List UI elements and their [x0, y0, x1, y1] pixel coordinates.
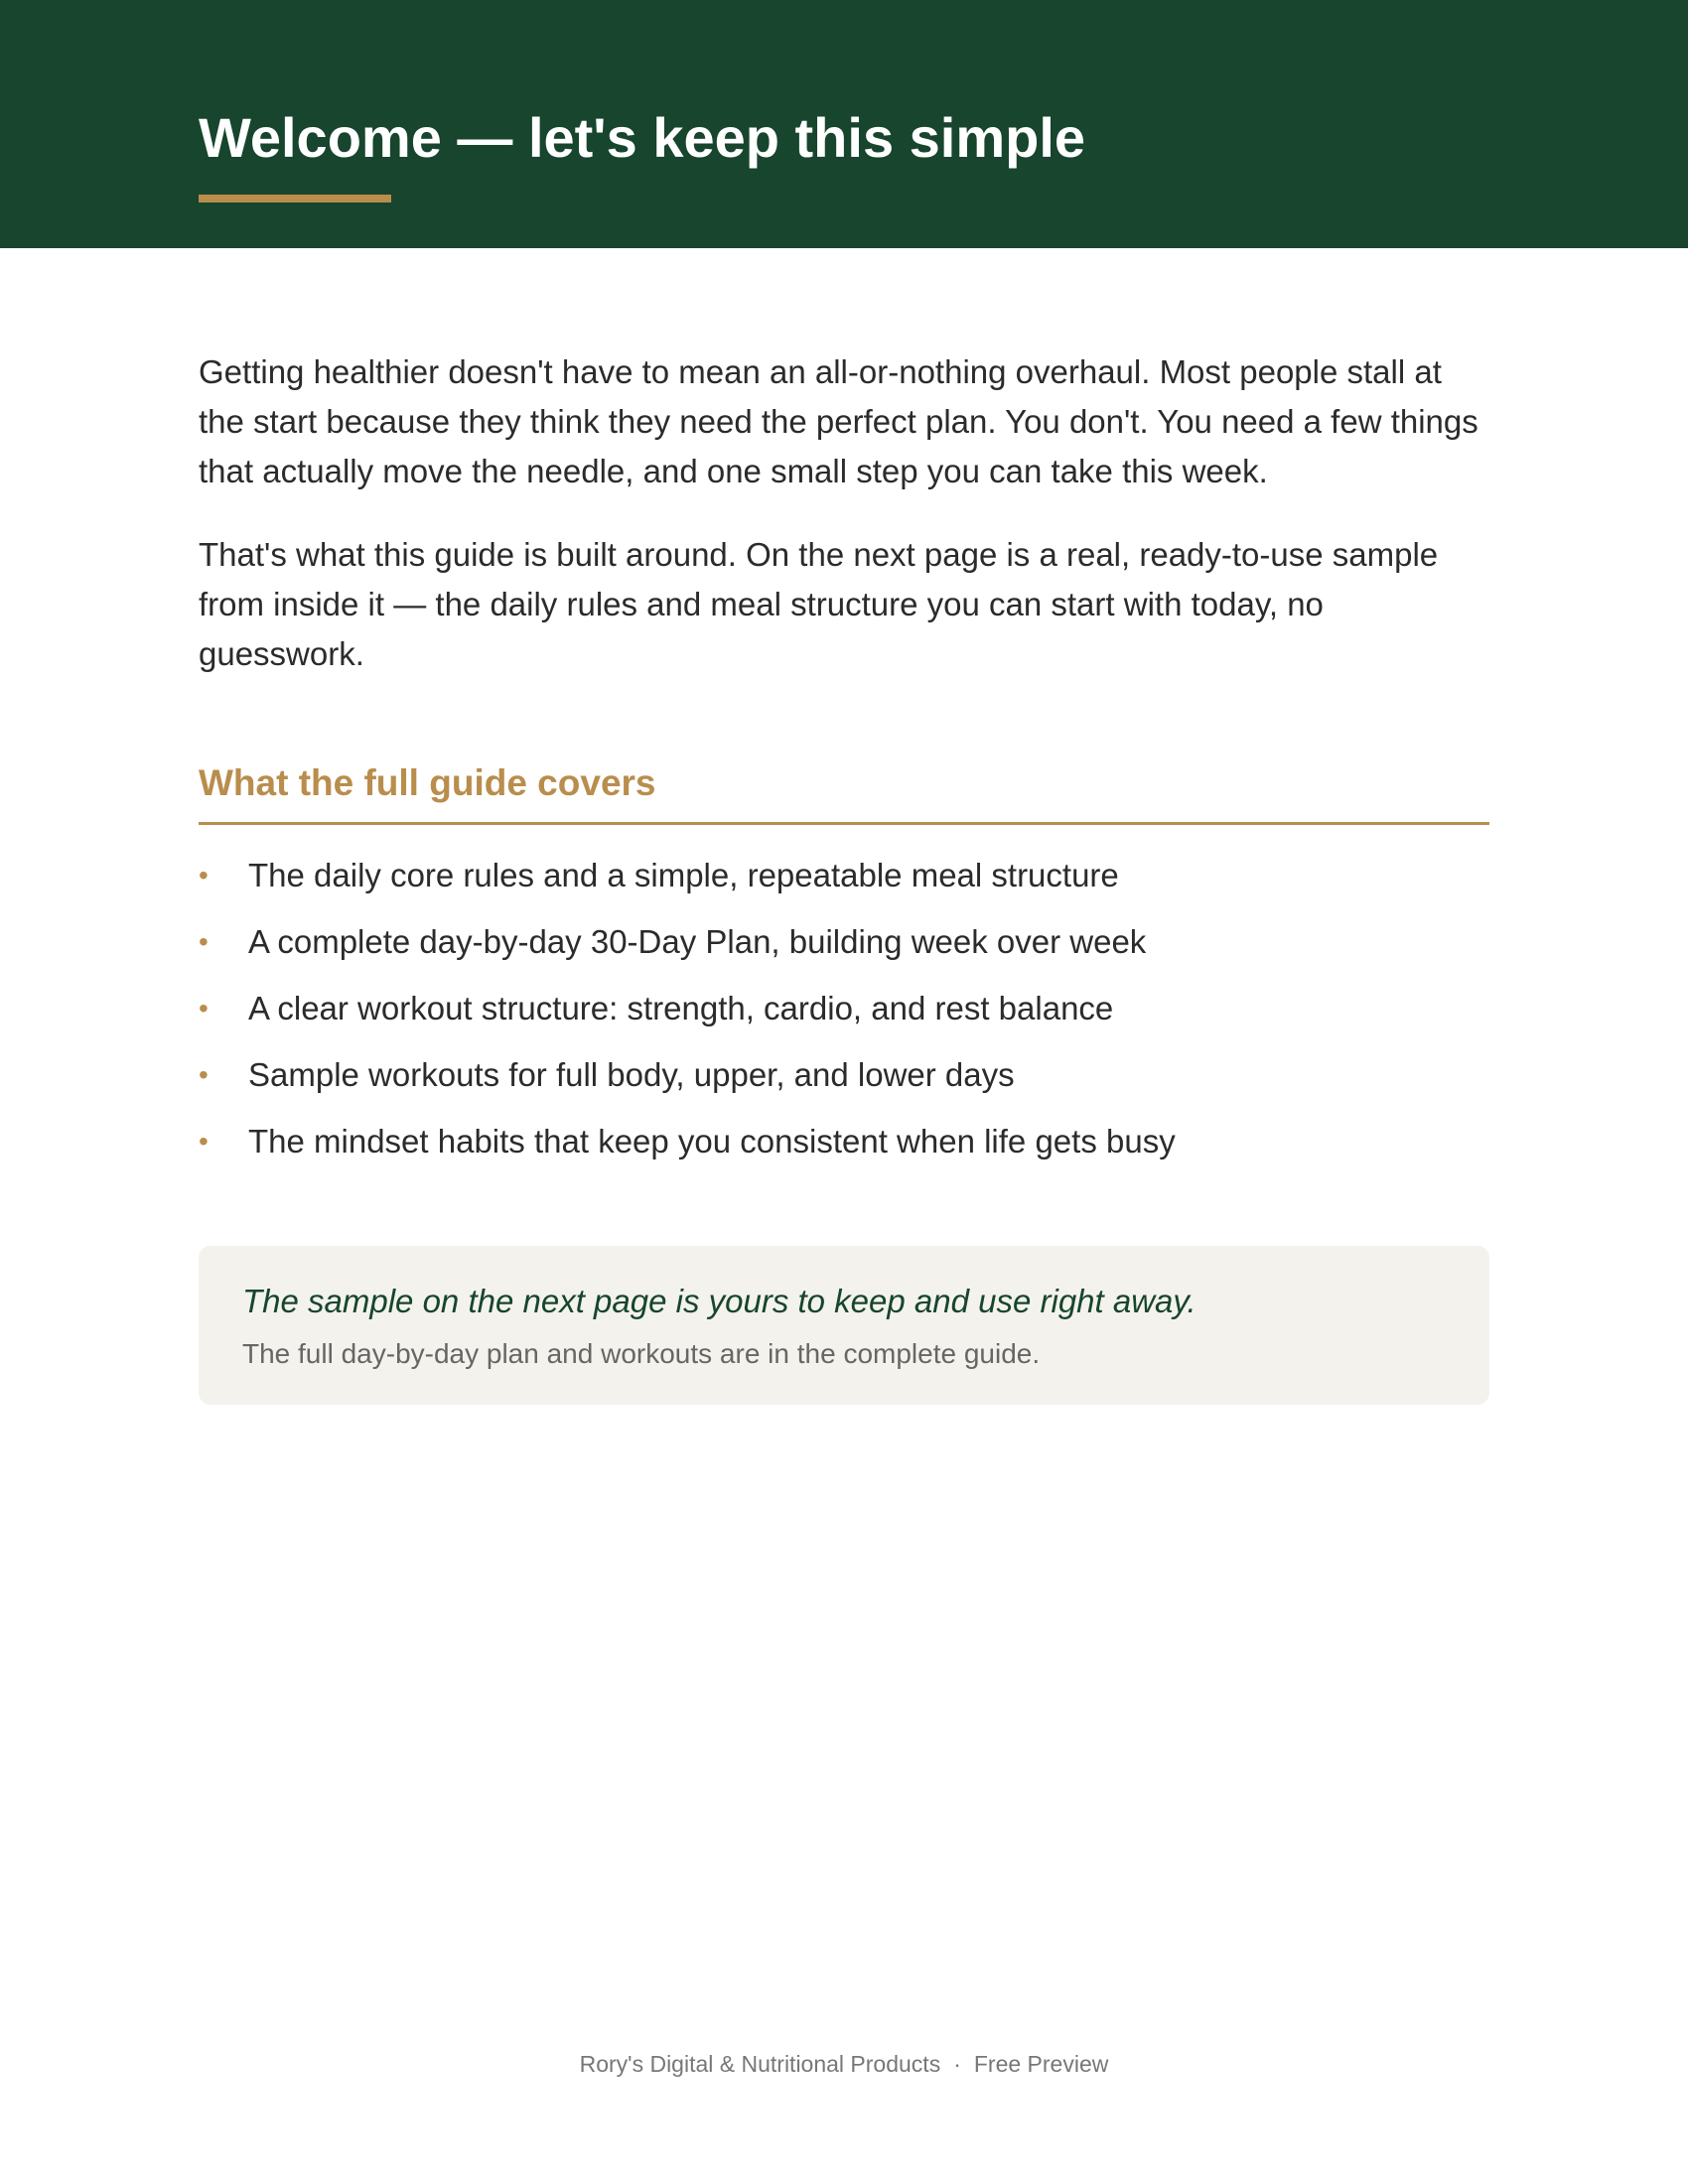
bullet-icon: •	[199, 926, 209, 957]
feature-item	[199, 1117, 1489, 1166]
features-list	[199, 851, 1489, 1166]
bullet-icon: •	[199, 993, 209, 1024]
feature-item	[199, 851, 1489, 900]
bullet-icon: •	[199, 860, 209, 890]
bullet-icon: •	[199, 1126, 209, 1157]
section-heading: What the full guide covers	[199, 758, 1489, 825]
feature-item	[199, 1050, 1489, 1100]
intro-paragraph-1: Getting healthier doesn't have to mean an all-or-nothing overhaul. Most people stall at the start because they think they need the perfect plan. You don't. You need a few things that actually move the needle, and one small step you can take this week.	[199, 353, 1478, 489]
title-underline	[199, 195, 391, 203]
feature-text: Sample workouts for full body, upper, and lower days	[248, 1056, 1015, 1093]
page-title: Welcome — let's keep this simple	[199, 106, 1086, 169]
page-footer	[0, 2047, 1688, 2081]
bullet-icon: •	[199, 1059, 209, 1090]
intro-paragraph-2: That's what this guide is built around. On the next page is a real, ready-to-use sample from inside it — the daily rules and meal structure you can start with today, no guesswork.	[199, 536, 1439, 672]
callout-main-text: The sample on the next page is yours to keep and use right away.	[242, 1283, 1196, 1319]
main-content	[199, 347, 1489, 1183]
feature-item	[199, 984, 1489, 1033]
feature-text: A clear workout structure: strength, cardio, and rest balance	[248, 990, 1114, 1026]
footer-brand: Rory's Digital & Nutritional Products	[579, 2051, 941, 2077]
callout-sub-text: The full day-by-day plan and workouts are in the complete guide.	[242, 1338, 1041, 1369]
feature-text: The daily core rules and a simple, repeatable meal structure	[248, 857, 1119, 893]
feature-item	[199, 917, 1489, 967]
guide-coverage-section	[199, 758, 1489, 1166]
footer-separator: ·	[953, 2051, 961, 2077]
footer-label: Free Preview	[973, 2051, 1109, 2077]
feature-text: The mindset habits that keep you consistent when life gets busy	[248, 1123, 1176, 1160]
sample-callout	[199, 1246, 1489, 1405]
page-header	[0, 0, 1688, 248]
feature-text: A complete day-by-day 30-Day Plan, building week over week	[248, 923, 1147, 960]
